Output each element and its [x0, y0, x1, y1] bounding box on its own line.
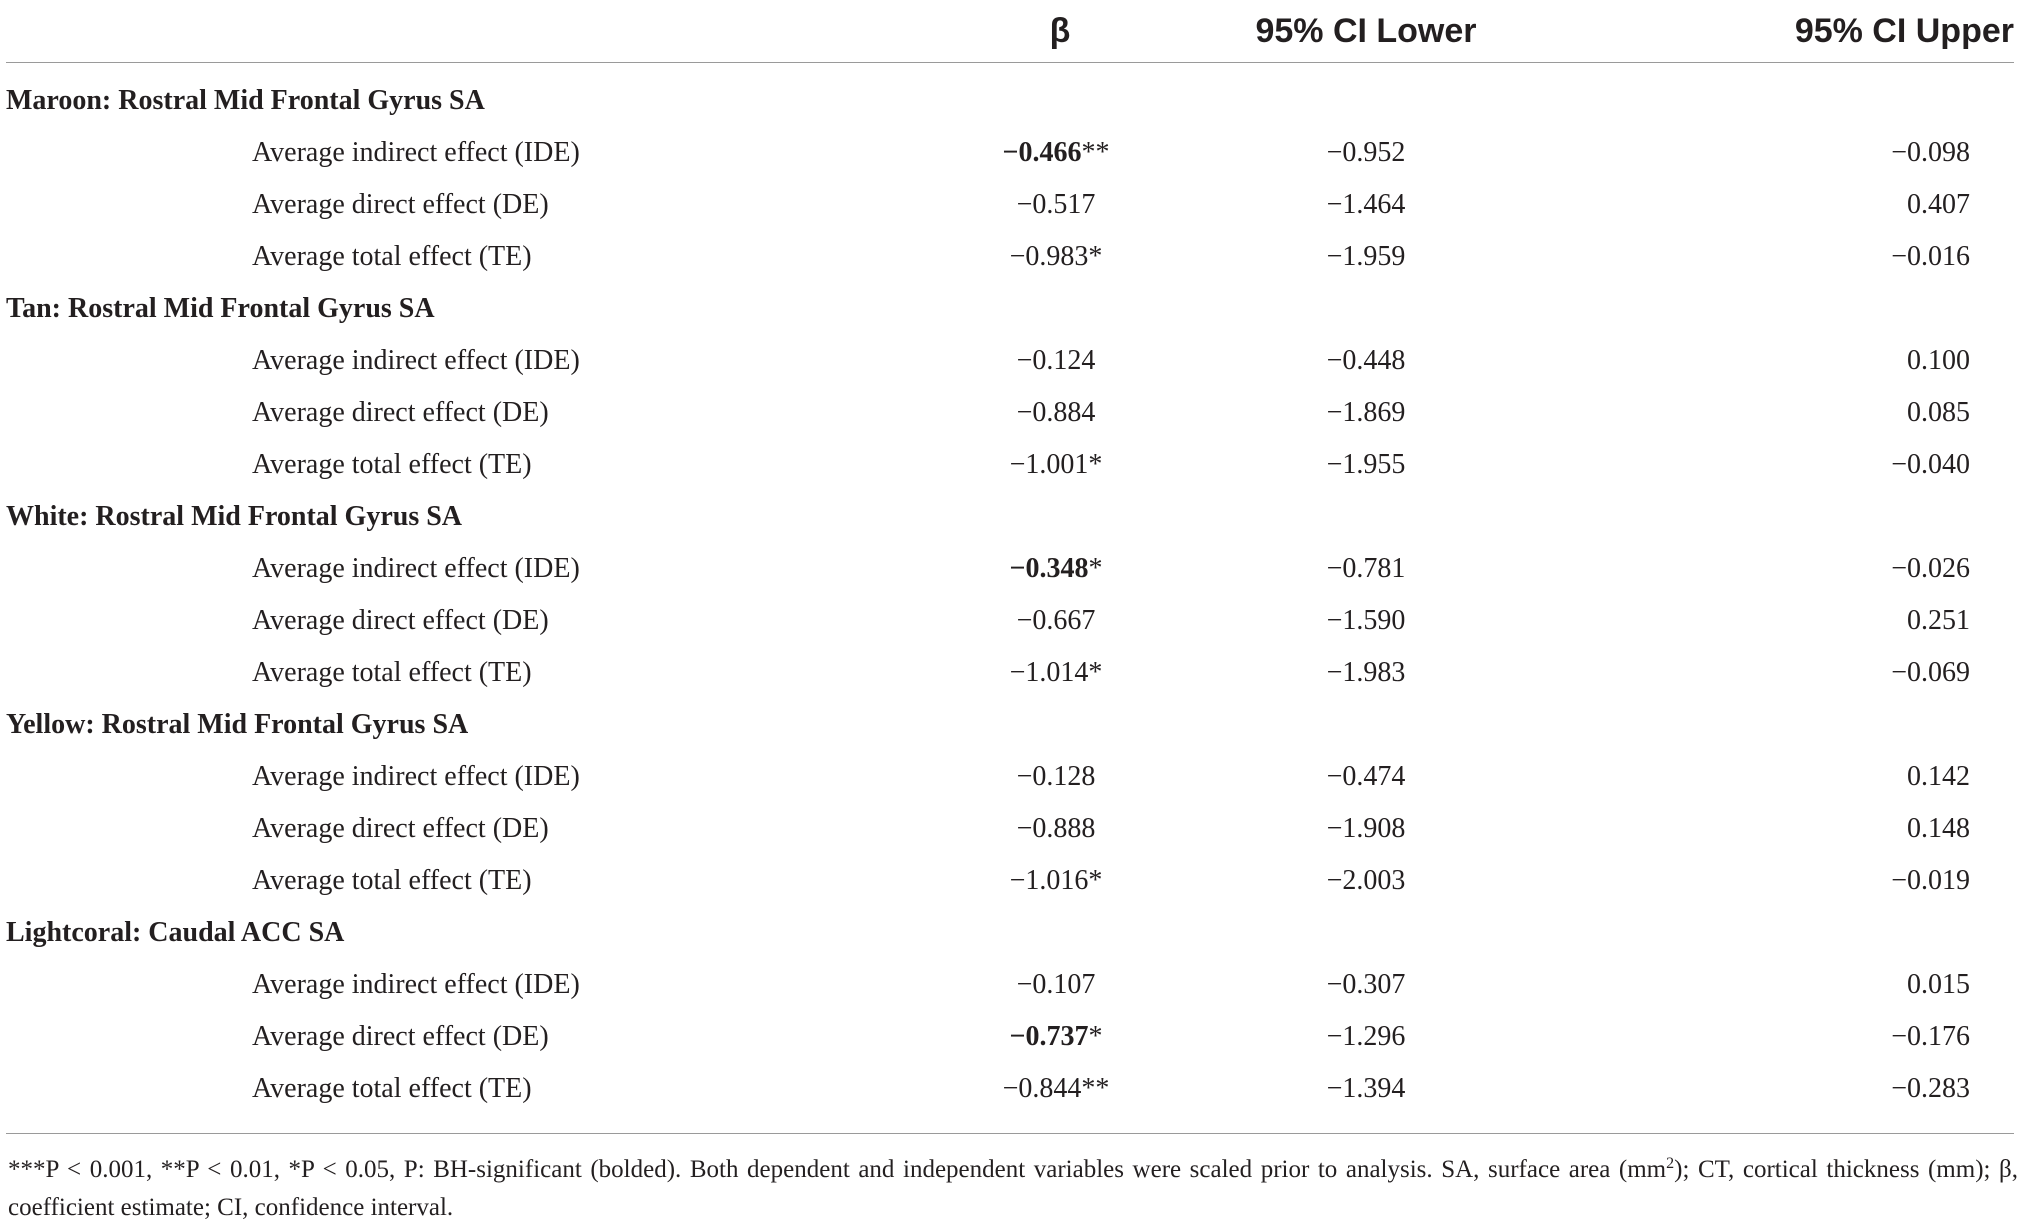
beta-cell — [986, 959, 1126, 1011]
effect-label: Average total effect (TE) — [252, 449, 532, 480]
beta-value: −0.667 — [1016, 605, 1096, 636]
effect-label: Average direct effect (DE) — [252, 397, 549, 428]
ci-upper-value: −0.098 — [1891, 137, 1970, 168]
significance-marker: * — [1088, 1021, 1103, 1052]
ci-lower-value: −1.590 — [1326, 605, 1406, 636]
beta-cell — [986, 387, 1126, 439]
significance-marker: * — [1088, 241, 1103, 272]
beta-value: −0.884 — [1016, 397, 1096, 428]
effect-label: Average direct effect (DE) — [252, 189, 549, 220]
table-footnote — [8, 1151, 2018, 1227]
ci-lower-value: −2.003 — [1326, 865, 1406, 896]
header-label — [6, 0, 986, 63]
beta-cell — [986, 855, 1126, 907]
ci-upper-value: 0.015 — [1907, 969, 1970, 1000]
effect-label: Average direct effect (DE) — [252, 1021, 549, 1052]
ci-lower-value: −1.394 — [1326, 1073, 1406, 1104]
beta-value: −0.983 — [1009, 241, 1089, 272]
effect-label: Average indirect effect (IDE) — [252, 345, 580, 376]
beta-cell — [986, 127, 1126, 179]
beta-cell — [986, 439, 1126, 491]
beta-cell — [986, 1063, 1126, 1115]
significance-marker: ** — [1081, 1073, 1110, 1104]
table-row — [6, 1063, 2014, 1115]
table-row — [6, 335, 2014, 387]
ci-upper-value: −0.069 — [1891, 657, 1970, 688]
group-header-row — [6, 75, 2014, 127]
ci-lower-value: −1.908 — [1326, 813, 1406, 844]
table-row — [6, 387, 2014, 439]
group-title: Lightcoral: Caudal ACC SA — [6, 917, 345, 948]
table-row — [6, 751, 2014, 803]
significance-marker: * — [1088, 553, 1103, 584]
beta-value: −0.844 — [1002, 1073, 1082, 1104]
beta-cell — [986, 231, 1126, 283]
ci-lower-value: −1.983 — [1326, 657, 1406, 688]
group-header-row — [6, 283, 2014, 335]
beta-value: −0.737 — [1009, 1021, 1089, 1052]
effect-label: Average total effect (TE) — [252, 865, 532, 896]
group-header-row — [6, 699, 2014, 751]
beta-value: −1.014 — [1009, 657, 1089, 688]
effect-label: Average indirect effect (IDE) — [252, 553, 580, 584]
beta-value: −0.517 — [1016, 189, 1096, 220]
group-header-row — [6, 491, 2014, 543]
effect-label: Average indirect effect (IDE) — [252, 761, 580, 792]
footnote-text-1: ***P < 0.001, **P < 0.01, *P < 0.05, P: BH-significant (bolded). Both dependent and independent variables were scaled prior to analysis. SA, surface area (mm — [8, 1156, 1667, 1183]
ci-upper-value: −0.040 — [1891, 449, 1970, 480]
table-bottom-rule — [6, 1133, 2014, 1134]
ci-upper-value: −0.016 — [1891, 241, 1970, 272]
ci-lower-value: −0.474 — [1326, 761, 1406, 792]
group-title: Tan: Rostral Mid Frontal Gyrus SA — [6, 293, 435, 324]
ci-upper-value: 0.142 — [1907, 761, 1970, 792]
ci-upper-value: 0.085 — [1907, 397, 1970, 428]
header-row — [6, 0, 2014, 63]
ci-lower-value: −0.307 — [1326, 969, 1406, 1000]
significance-marker: * — [1088, 865, 1103, 896]
beta-value: −0.466 — [1002, 137, 1082, 168]
ci-upper-value: −0.176 — [1891, 1021, 1970, 1052]
table-row — [6, 647, 2014, 699]
beta-value: −1.001 — [1009, 449, 1089, 480]
beta-cell — [986, 595, 1126, 647]
effect-label: Average total effect (TE) — [252, 1073, 532, 1104]
ci-upper-value: −0.283 — [1891, 1073, 1970, 1104]
table-row — [6, 127, 2014, 179]
effect-label: Average total effect (TE) — [252, 657, 532, 688]
table-body — [6, 63, 2014, 1116]
footnote-superscript: 2 — [1666, 1155, 1675, 1172]
ci-lower-value: −0.952 — [1326, 137, 1406, 168]
table-row — [6, 595, 2014, 647]
beta-value: −0.348 — [1009, 553, 1089, 584]
beta-cell — [986, 751, 1126, 803]
effect-label: Average indirect effect (IDE) — [252, 969, 580, 1000]
table-row — [6, 543, 2014, 595]
ci-upper-value: 0.251 — [1907, 605, 1970, 636]
ci-upper-value: 0.100 — [1907, 345, 1970, 376]
significance-marker: ** — [1081, 137, 1110, 168]
beta-value: −0.888 — [1016, 813, 1096, 844]
ci-lower-value: −0.781 — [1326, 553, 1406, 584]
ci-upper-value: 0.407 — [1907, 189, 1970, 220]
ci-lower-value: −1.955 — [1326, 449, 1406, 480]
header-beta: β — [986, 0, 1126, 63]
effect-label: Average total effect (TE) — [252, 241, 532, 272]
significance-marker: * — [1088, 657, 1103, 688]
beta-value: −1.016 — [1009, 865, 1089, 896]
ci-upper-value: −0.026 — [1891, 553, 1970, 584]
beta-cell — [986, 647, 1126, 699]
beta-cell — [986, 1011, 1126, 1063]
beta-cell — [986, 335, 1126, 387]
footnote-text-2: ); CT, cortical thickness (mm); β, coefficient estimate; CI, confidence interval. — [8, 1156, 2019, 1221]
group-title: Maroon: Rostral Mid Frontal Gyrus SA — [6, 85, 485, 116]
ci-lower-value: −1.959 — [1326, 241, 1406, 272]
ci-lower-value: −1.296 — [1326, 1021, 1406, 1052]
table-row — [6, 959, 2014, 1011]
results-table — [6, 0, 2014, 1115]
header-ci-lower: 95% CI Lower — [1126, 0, 1606, 63]
beta-cell — [986, 543, 1126, 595]
ci-lower-value: −1.869 — [1326, 397, 1406, 428]
beta-value: −0.124 — [1016, 345, 1096, 376]
beta-cell — [986, 179, 1126, 231]
table-row — [6, 1011, 2014, 1063]
beta-cell — [986, 803, 1126, 855]
table-row — [6, 855, 2014, 907]
ci-upper-value: −0.019 — [1891, 865, 1970, 896]
ci-lower-value: −0.448 — [1326, 345, 1406, 376]
significance-marker: * — [1088, 449, 1103, 480]
group-header-row — [6, 907, 2014, 959]
table-row — [6, 179, 2014, 231]
beta-value: −0.128 — [1016, 761, 1096, 792]
effect-label: Average indirect effect (IDE) — [252, 137, 580, 168]
ci-lower-value: −1.464 — [1326, 189, 1406, 220]
table-row — [6, 439, 2014, 491]
effect-label: Average direct effect (DE) — [252, 605, 549, 636]
group-title: Yellow: Rostral Mid Frontal Gyrus SA — [6, 709, 469, 740]
ci-upper-value: 0.148 — [1907, 813, 1970, 844]
table-row — [6, 803, 2014, 855]
group-title: White: Rostral Mid Frontal Gyrus SA — [6, 501, 463, 532]
beta-value: −0.107 — [1016, 969, 1096, 1000]
table-row — [6, 231, 2014, 283]
effect-label: Average direct effect (DE) — [252, 813, 549, 844]
header-ci-upper: 95% CI Upper — [1606, 0, 2014, 63]
